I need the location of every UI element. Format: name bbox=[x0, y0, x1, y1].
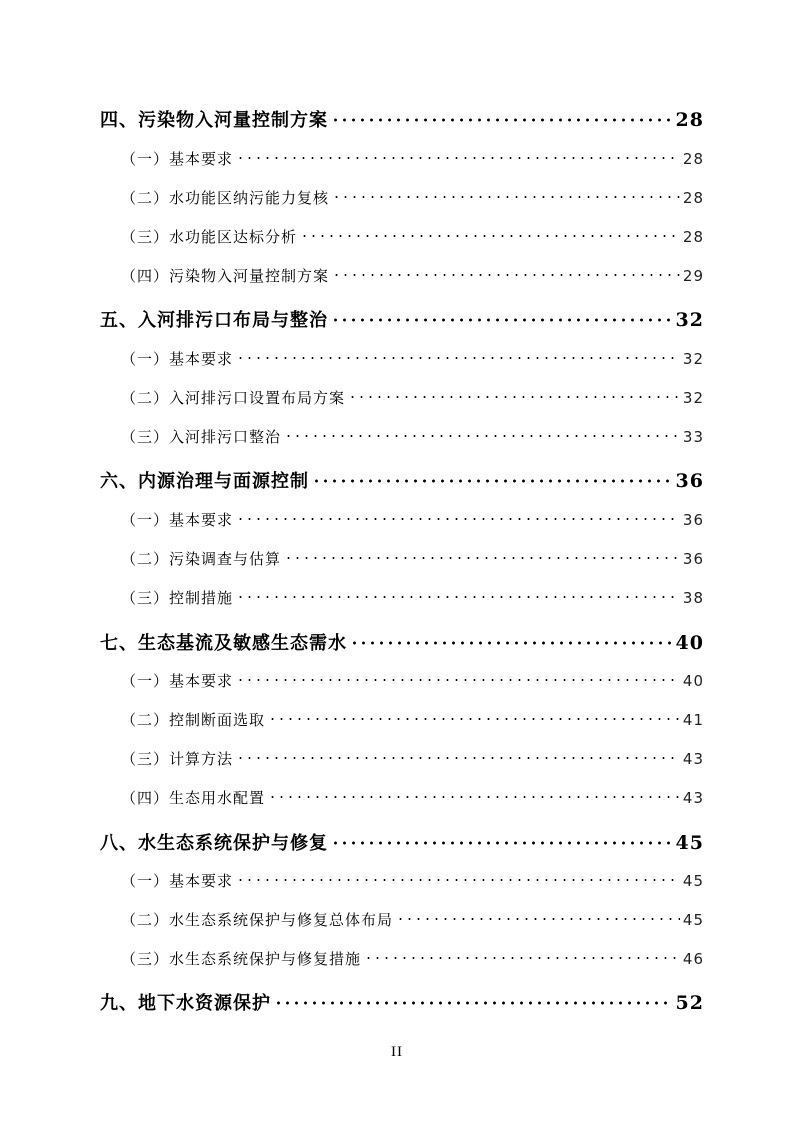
toc-heading-4[interactable] bbox=[100, 106, 704, 132]
dot-leader bbox=[331, 118, 673, 122]
dot-leader bbox=[332, 273, 680, 277]
toc-entry-page: 43 bbox=[682, 750, 704, 768]
dot-leader bbox=[236, 878, 680, 882]
toc-subentry[interactable] bbox=[121, 787, 704, 808]
toc-entry-title: 八、水生态系统保护与修复 bbox=[100, 833, 328, 854]
toc-entry-title: （二）入河排污口设置布局方案 bbox=[121, 389, 346, 407]
dot-leader bbox=[331, 318, 673, 322]
toc-entry-page: 28 bbox=[682, 189, 704, 207]
toc-entry-page: 36 bbox=[675, 470, 704, 492]
toc-entry-title: 六、内源治理与面源控制 bbox=[100, 471, 309, 492]
toc-heading-6[interactable] bbox=[100, 467, 704, 493]
toc-entry-page: 38 bbox=[682, 589, 704, 607]
toc-entry-page: 45 bbox=[682, 911, 704, 929]
toc-entry-page: 41 bbox=[682, 711, 704, 729]
dot-leader bbox=[236, 356, 680, 360]
toc-entry-page: 45 bbox=[682, 872, 704, 890]
dot-leader bbox=[236, 156, 680, 160]
toc-subentry[interactable] bbox=[121, 748, 704, 769]
dot-leader bbox=[364, 956, 680, 960]
dot-leader bbox=[331, 841, 673, 845]
toc-entry-title: （一）基本要求 bbox=[121, 350, 234, 368]
dot-leader bbox=[284, 434, 680, 438]
toc-entry-title: （一）基本要求 bbox=[121, 511, 234, 529]
toc-entry-page: 32 bbox=[682, 350, 704, 368]
toc-entry-page: 28 bbox=[682, 150, 704, 168]
toc-entry-page: 28 bbox=[682, 228, 704, 246]
toc-heading-8[interactable] bbox=[100, 829, 704, 855]
toc-subentry[interactable] bbox=[121, 265, 704, 286]
toc-heading-7[interactable] bbox=[100, 629, 704, 655]
toc-subentry[interactable] bbox=[121, 226, 704, 247]
dot-leader bbox=[236, 595, 680, 599]
dot-leader bbox=[396, 917, 680, 921]
toc-heading-9[interactable] bbox=[100, 989, 704, 1015]
toc-entry-title: 九、地下水资源保护 bbox=[100, 993, 271, 1014]
toc-entry-page: 33 bbox=[682, 428, 704, 446]
toc-entry-title: 四、污染物入河量控制方案 bbox=[100, 110, 328, 131]
dot-leader bbox=[236, 517, 680, 521]
toc-subentry[interactable] bbox=[121, 187, 704, 208]
dot-leader bbox=[268, 717, 680, 721]
toc-entry-page: 36 bbox=[682, 550, 704, 568]
toc-entry-title: （三）水生态系统保护与修复措施 bbox=[121, 950, 362, 968]
toc-entry-title: （三）控制措施 bbox=[121, 589, 234, 607]
dot-leader bbox=[350, 641, 673, 645]
toc-subentry[interactable] bbox=[121, 148, 704, 169]
toc-entry-page: 45 bbox=[675, 832, 704, 854]
toc-heading-5[interactable] bbox=[100, 306, 704, 332]
toc-entry-page: 40 bbox=[682, 672, 704, 690]
dot-leader bbox=[348, 395, 680, 399]
toc-entry-page: 28 bbox=[675, 109, 704, 131]
toc-subentry[interactable] bbox=[121, 548, 704, 569]
toc-entry-title: （二）控制断面选取 bbox=[121, 711, 266, 729]
toc-entry-page: 32 bbox=[682, 389, 704, 407]
dot-leader bbox=[312, 479, 673, 483]
page-number: II bbox=[391, 1044, 403, 1060]
dot-leader bbox=[236, 678, 680, 682]
toc-subentry[interactable] bbox=[121, 426, 704, 447]
toc-subentry[interactable] bbox=[121, 709, 704, 730]
dot-leader bbox=[236, 756, 680, 760]
toc-entry-title: （一）基本要求 bbox=[121, 672, 234, 690]
toc-entry-page: 43 bbox=[682, 789, 704, 807]
dot-leader bbox=[268, 795, 680, 799]
toc-entry-title: （二）污染调查与估算 bbox=[121, 550, 282, 568]
toc-entry-title: （四）污染物入河量控制方案 bbox=[121, 267, 330, 285]
toc-entry-title: （二）水生态系统保护与修复总体布局 bbox=[121, 911, 394, 929]
toc-entry-page: 32 bbox=[675, 309, 704, 331]
dot-leader bbox=[284, 556, 680, 560]
toc-entry-title: （三）计算方法 bbox=[121, 750, 234, 768]
toc-subentry[interactable] bbox=[121, 387, 704, 408]
toc-subentry[interactable] bbox=[121, 870, 704, 891]
toc-subentry[interactable] bbox=[121, 670, 704, 691]
dot-leader bbox=[274, 1001, 673, 1005]
toc-entry-page: 40 bbox=[675, 632, 704, 654]
toc-entry-title: （三）入河排污口整治 bbox=[121, 428, 282, 446]
toc-subentry[interactable] bbox=[121, 348, 704, 369]
toc-entry-title: （一）基本要求 bbox=[121, 150, 234, 168]
toc-subentry[interactable] bbox=[121, 587, 704, 608]
toc-entry-title: 五、入河排污口布局与整治 bbox=[100, 310, 328, 331]
toc-subentry[interactable] bbox=[121, 909, 704, 930]
toc-entry-title: （三）水功能区达标分析 bbox=[121, 228, 298, 246]
toc-entry-title: 七、生态基流及敏感生态需水 bbox=[100, 633, 347, 654]
toc-entry-page: 36 bbox=[682, 511, 704, 529]
toc-entry-title: （一）基本要求 bbox=[121, 872, 234, 890]
dot-leader bbox=[332, 195, 680, 199]
toc-entry-page: 46 bbox=[682, 950, 704, 968]
toc-subentry[interactable] bbox=[121, 509, 704, 530]
toc-subentry[interactable] bbox=[121, 948, 704, 969]
toc-entry-title: （二）水功能区纳污能力复核 bbox=[121, 189, 330, 207]
toc-entry-page: 52 bbox=[675, 992, 704, 1014]
toc-entry-title: （四）生态用水配置 bbox=[121, 789, 266, 807]
toc-entry-page: 29 bbox=[682, 267, 704, 285]
dot-leader bbox=[300, 234, 680, 238]
